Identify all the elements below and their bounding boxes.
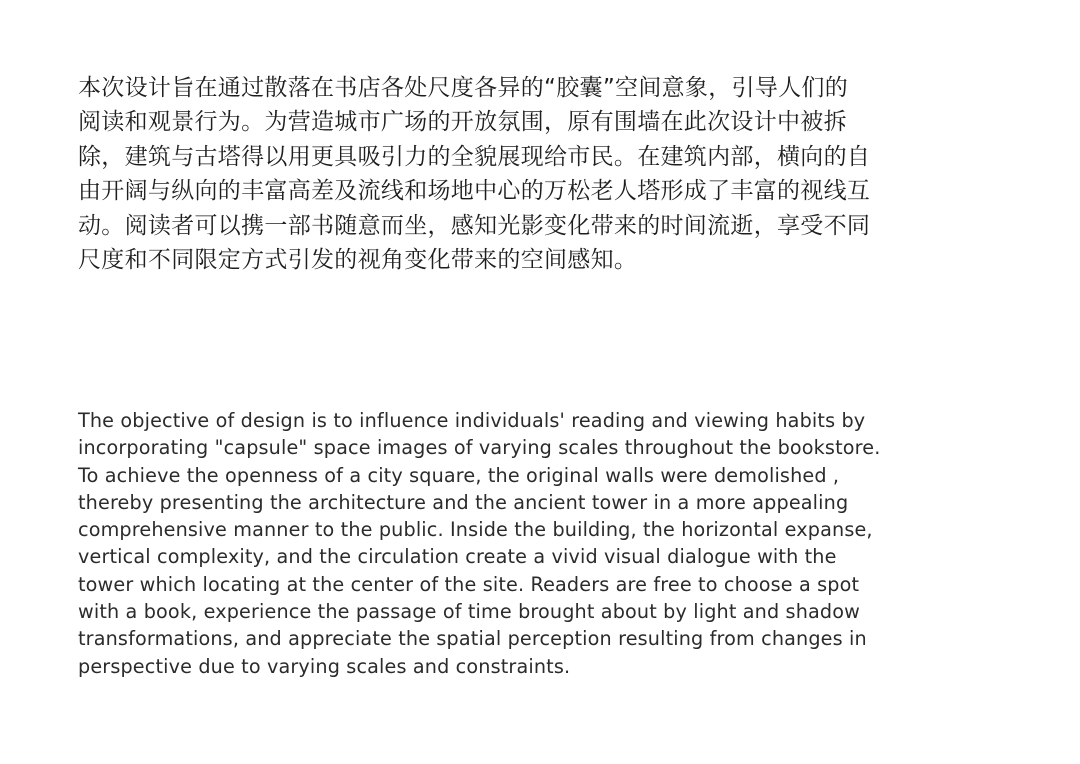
english-paragraph-line: thereby presenting the architecture and the ancient tower in a more appealing [78, 490, 849, 514]
english-paragraph-line: vertical complexity, and the circulation create a vivid visual dialogue with the [78, 545, 837, 569]
english-paragraph-line: perspective due to varying scales and constraints. [78, 654, 571, 678]
chinese-paragraph-line: 本次设计旨在通过散落在书店各处尺度各异的“胶囊”空间意象，引导人们的 [78, 75, 849, 101]
chinese-paragraph-line: 除，建筑与古塔得以用更具吸引力的全貌展现给市民。在建筑内部，横向的自 [78, 143, 871, 170]
english-paragraph-line: comprehensive manner to the public. Inside the building, the horizontal expanse, [78, 518, 873, 542]
english-paragraph-line: tower which locating at the center of the site. Readers are free to choose a spot [78, 572, 860, 596]
english-paragraph-line: The objective of design is to influence individuals' reading and viewing habits by [78, 409, 866, 432]
english-paragraph-line: transformations, and appreciate the spatial perception resulting from changes in [78, 627, 867, 651]
chinese-paragraph [78, 71, 1018, 277]
english-paragraph-line: with a book, experience the passage of time brought about by light and shadow [78, 600, 860, 624]
english-paragraph-line: incorporating "capsule" space images of varying scales throughout the bookstore. [78, 436, 881, 460]
chinese-paragraph-line: 尺度和不同限定方式引发的视角变化带来的空间感知。 [78, 247, 638, 274]
chinese-paragraph-line: 由开阔与纵向的丰富高差及流线和场地中心的万松老人塔形成了丰富的视线互 [78, 178, 871, 205]
english-paragraph-line: To achieve the openness of a city square, the original walls were demolished , [78, 463, 840, 487]
english-paragraph [78, 407, 1038, 680]
chinese-paragraph-line: 阅读和观景行为。为营造城市广场的开放氛围，原有围墙在此次设计中被拆 [78, 109, 847, 136]
chinese-paragraph-line: 动。阅读者可以携一部书随意而坐，感知光影变化带来的时间流逝，享受不同 [78, 212, 871, 239]
